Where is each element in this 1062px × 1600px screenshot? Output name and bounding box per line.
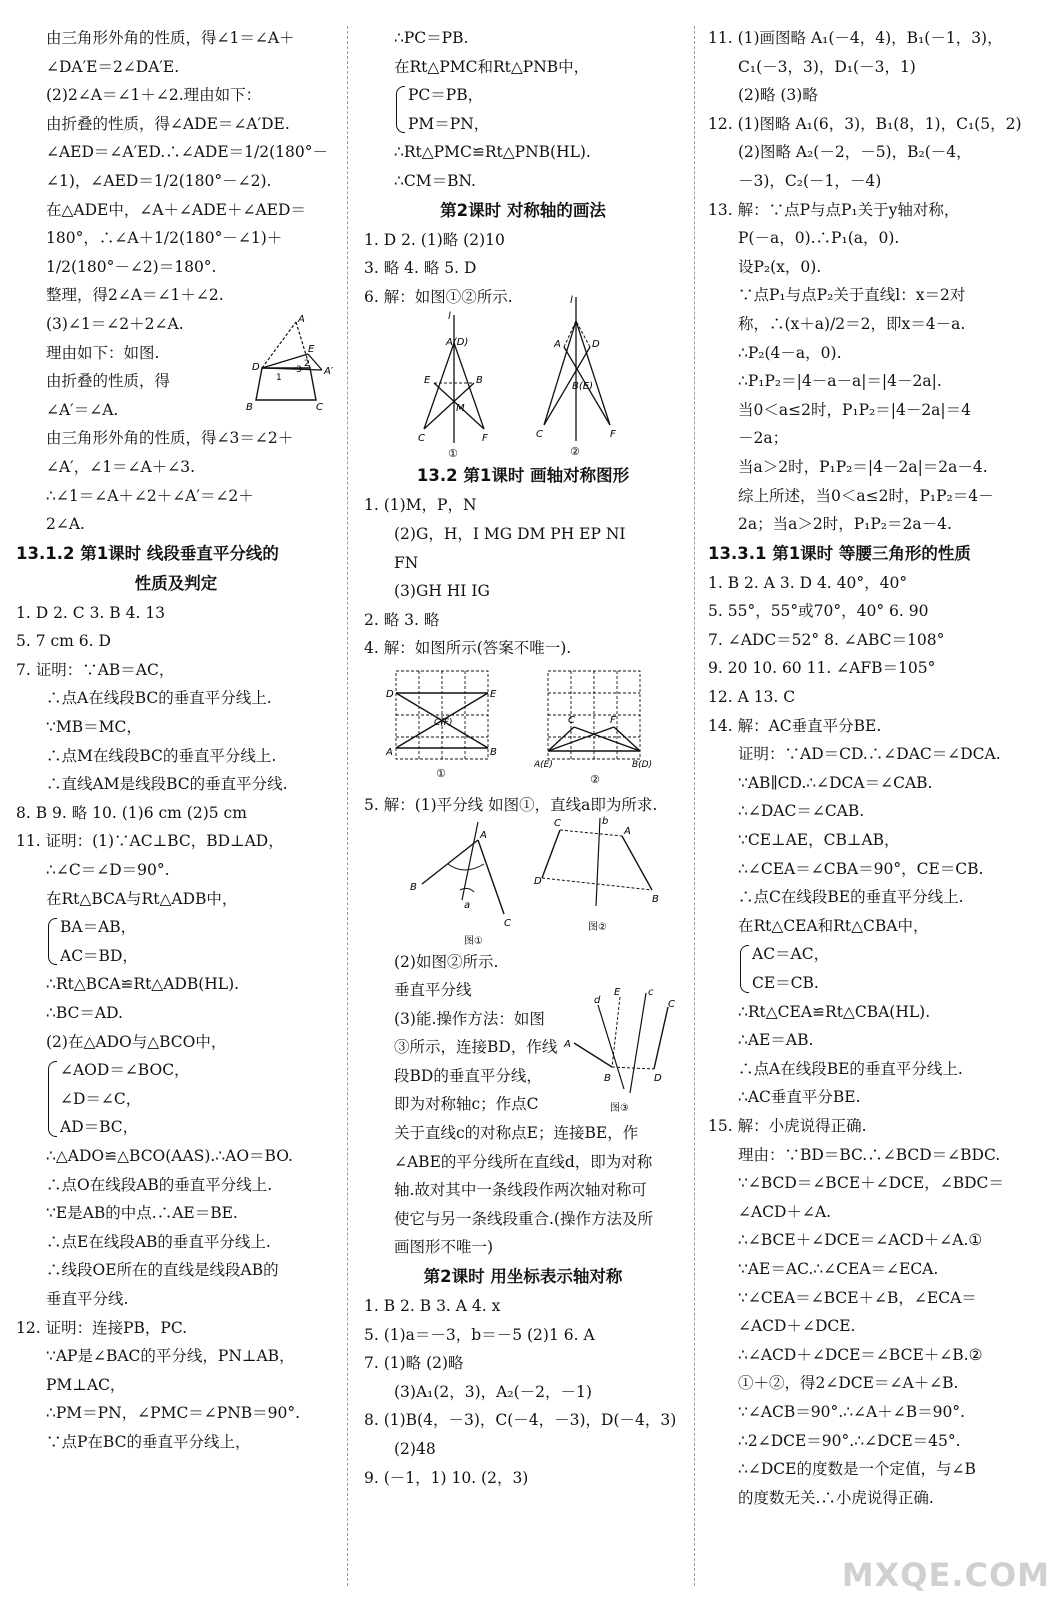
text-line: 3. 略 4. 略 5. D [364, 259, 477, 278]
text-line: ∴△ADO≌△BCO(AAS).∴AO＝BO. [46, 1146, 293, 1165]
figure-caption: ① [436, 766, 446, 780]
text-line: ∴P₂(4－a，0). [738, 343, 842, 362]
text-line: (2)48 [394, 1440, 436, 1458]
text-line: 使它与另一条线段重合.(操作方法及所 [394, 1209, 653, 1228]
text-line: 在Rt△BCA与Rt△ADB中， [46, 889, 238, 908]
text-line: 2. 略 3. 略 [364, 610, 440, 629]
text-line: AC＝AC， [752, 945, 830, 964]
text-line: ∴∠CEA＝∠CBA＝90°，CE＝CB. [738, 859, 984, 878]
text-line: ∴∠DCE的度数是一个定值，与∠B [738, 1460, 976, 1479]
text-line: ∴点A在线段BC的垂直平分线上. [46, 689, 272, 708]
column-divider-1 [347, 26, 348, 1586]
text-line: 12. (1)图略 A₁(6，3)，B₁(8，1)，C₁(5，2) [708, 114, 1022, 133]
text-line: C₁(－3，3)，D₁(－3，1) [738, 57, 916, 76]
column-2 [364, 24, 682, 1492]
text-line: P(－a，0).∴P₁(a，0). [738, 229, 900, 248]
svg-text:b: b [602, 815, 609, 827]
svg-text:A: A [480, 829, 487, 841]
text-line: ∠ABE的平分线所在直线d，即为对称 [394, 1152, 653, 1171]
text-line: 整理，得2∠A＝∠1＋∠2. [46, 286, 224, 305]
text-line: 9. (－1，1) 10. (2，3) [364, 1468, 529, 1487]
text-line: 5. 55°，55°或70°，40° 6. 90 [708, 602, 929, 621]
text-line: 11. (1)画图略 A₁(－4，4)，B₁(－1，3)， [708, 29, 1003, 47]
text-line: 7. ∠ADC＝52° 8. ∠ABC＝108° [708, 630, 945, 649]
section-heading: 13.3.1 第1课时 等腰三角形的性质 [708, 543, 971, 563]
svg-text:E: E [614, 986, 621, 998]
text-line: 4. 解：如图所示(答案不唯一). [364, 639, 572, 658]
text-line: ∠1)，∠AED＝1/2(180°－∠2). [46, 171, 272, 190]
svg-text:2: 2 [304, 358, 310, 369]
figure-caption: ① [448, 447, 458, 461]
text-line: ∠A′＝∠A. [46, 400, 119, 419]
text-line: ∠AED＝∠A′ED.∴∠ADE＝1/2(180°－ [46, 143, 328, 162]
symmetry-axis-figure-1 [408, 311, 508, 461]
svg-text:B(D): B(D) [632, 759, 653, 770]
text-line: ∴直线AM是线段BC的垂直平分线. [46, 775, 288, 794]
svg-text:1: 1 [276, 372, 282, 383]
text-line: 在Rt△CEA和Rt△CBA中， [738, 916, 929, 935]
svg-text:B: B [490, 746, 497, 758]
text-line: 7. 证明：∵AB＝AC， [16, 660, 175, 679]
text-line: ∴BC＝AD. [46, 1004, 123, 1022]
text-line: ∴PM＝PN，∠PMC＝∠PNB＝90°. [46, 1404, 301, 1423]
text-line: PC＝PB， [408, 86, 484, 105]
text-line: ∴∠BCE＋∠DCE＝∠ACD＋∠A.① [738, 1231, 983, 1250]
figure-caption: 图① [464, 935, 483, 946]
figure-grid-drawings [364, 663, 682, 791]
text-line: ∠D＝∠C， [60, 1089, 142, 1108]
svg-text:A′: A′ [324, 365, 334, 377]
text-line: 180°，∴∠A＋1/2(180°－∠1)＋ [46, 229, 283, 248]
svg-text:d: d [594, 994, 601, 1006]
svg-text:C: C [568, 714, 575, 726]
text-line: CE＝CB. [752, 974, 819, 992]
text-line: 在△ADE中，∠A＋∠ADE＋∠AED＝ [46, 200, 306, 219]
text-line: ∴点O在线段AB的垂直平分线上. [46, 1175, 273, 1194]
svg-text:C: C [554, 817, 561, 829]
text-line: ∴线段OE所在的直线是线段AB的 [46, 1261, 279, 1280]
text-line: 2a；当a＞2时，P₁P₂＝2a－4. [738, 515, 952, 534]
svg-text:A: A [298, 313, 305, 325]
bisector-figure-3 [560, 983, 680, 1123]
text-line: ∴P₁P₂＝|4－a－a|＝|4－2a|. [738, 372, 942, 391]
figure-caption: ② [570, 445, 580, 459]
text-line: ∴2∠DCE＝90°.∴∠DCE＝45°. [738, 1431, 961, 1450]
svg-text:B: B [652, 893, 659, 905]
text-line: 在Rt△PMC和Rt△PNB中， [394, 57, 590, 76]
text-line: 8. (1)B(4，－3)，C(－4，－3)，D(－4，3) [364, 1411, 677, 1430]
equation-system [364, 81, 682, 138]
text-line: 轴.故对其中一条线段作两次轴对称可 [394, 1181, 647, 1200]
section-heading: 13.2 第1课时 画轴对称图形 [416, 466, 630, 486]
text-line: (2)在△ADO与△BCO中， [46, 1032, 227, 1051]
text-line: 14. 解：AC垂直平分BE. [708, 716, 882, 735]
section-heading: 第2课时 用坐标表示轴对称 [423, 1267, 623, 1287]
text-line: ∵点P在BC的垂直平分线上， [46, 1432, 251, 1451]
text-line: 1/2(180°－∠2)＝180°. [46, 257, 217, 276]
text-line: 由三角形外角的性质，得∠1＝∠A＋ [46, 29, 295, 47]
text-line: 证明：∵AD＝CD.∴∠DAC＝∠DCA. [738, 745, 1001, 764]
text-line: 5. 7 cm 6. D [16, 632, 111, 651]
triangle-fold-figure [238, 314, 338, 424]
text-line: BA＝AB， [60, 918, 137, 937]
text-line: (2)2∠A＝∠1＋∠2.理由如下： [46, 86, 262, 105]
svg-text:B: B [476, 375, 483, 387]
svg-text:F: F [482, 433, 488, 445]
svg-text:a: a [464, 899, 471, 911]
svg-text:C: C [504, 917, 511, 929]
text-line: 1. B 2. B 3. A 4. x [364, 1297, 501, 1316]
text-line: ∠ACD＋∠DCE. [738, 1317, 856, 1336]
brace-icon [48, 918, 57, 965]
svg-text:D: D [654, 1072, 662, 1084]
equation-system [16, 1056, 336, 1142]
text-line: 设P₂(x，0). [738, 257, 822, 276]
text-line: (2)如图②所示. [394, 952, 499, 971]
text-line: (3)GH HI IG [394, 582, 490, 601]
text-line: ∴点E在线段AB的垂直平分线上. [46, 1232, 271, 1251]
text-line: ∴AC垂直平分BE. [738, 1088, 861, 1107]
text-line: ∵MB＝MC， [46, 718, 142, 737]
section-heading: 13.1.2 第1课时 线段垂直平分线的 [16, 543, 279, 563]
text-line: ∴Rt△CEA≌Rt△CBA(HL). [738, 1002, 931, 1021]
text-line: 当a＞2时，P₁P₂＝|4－2a|＝2a－4. [738, 457, 988, 476]
svg-text:l: l [448, 311, 451, 323]
text-line: 12. 证明：连接PB，PC. [16, 1318, 188, 1337]
text-line: ∠ACD＋∠A. [738, 1202, 832, 1221]
text-line: ∠DA′E＝2∠DA′E. [46, 57, 180, 76]
text-line: PM⊥AC， [46, 1375, 126, 1394]
svg-text:C: C [316, 401, 323, 413]
text-line: 7. (1)略 (2)略 [364, 1354, 464, 1373]
svg-text:F: F [610, 429, 616, 441]
text-line: ∴Rt△PMC≌Rt△PNB(HL). [394, 143, 591, 162]
svg-text:l: l [570, 295, 573, 307]
text-line: 13. 解：∵点P与点P₁关于y轴对称， [708, 200, 960, 219]
svg-text:B: B [604, 1072, 611, 1084]
text-line: (3)能.操作方法：如图 [394, 1009, 545, 1028]
text-line: 关于直线c的对称点E；连接BE，作 [394, 1124, 639, 1143]
text-line: 的度数无关.∴小虎说得正确. [738, 1488, 934, 1507]
svg-text:C: C [668, 998, 675, 1010]
svg-text:B: B [410, 881, 417, 893]
text-line: ∴∠1＝∠A＋∠2＋∠A′＝∠2＋ [46, 486, 254, 505]
text-line: 8. B 9. 略 10. (1)6 cm (2)5 cm [16, 803, 247, 822]
brace-icon [740, 945, 749, 992]
column-divider-2 [694, 26, 695, 1586]
text-line: ∴∠ACD＋∠DCE＝∠BCE＋∠B.② [738, 1345, 983, 1364]
svg-text:c: c [648, 986, 654, 998]
text-line: ③所示，连接BD，作线 [394, 1038, 558, 1057]
section-heading-cont: 性质及判定 [134, 573, 218, 593]
svg-text:B: B [246, 401, 253, 413]
text-line: 5. (1)a＝－3，b＝－5 (2)1 6. A [364, 1325, 595, 1344]
svg-text:D: D [592, 339, 600, 351]
text-line: 1. (1)M，P，N [364, 496, 477, 515]
text-line: 由折叠的性质，得∠ADE＝∠A′DE. [46, 114, 290, 133]
svg-text:A(E): A(E) [534, 759, 553, 770]
column-3 [708, 24, 1050, 1512]
figure-caption: ② [590, 772, 600, 786]
section-heading: 第2课时 对称轴的画法 [440, 200, 606, 220]
text-line: ∴点C在线段BE的垂直平分线上. [738, 888, 964, 907]
svg-text:B(E): B(E) [572, 381, 593, 393]
text-line: ∵AP是∠BAC的平分线，PN⊥AB， [46, 1347, 295, 1366]
text-line: －2a； [738, 429, 789, 448]
text-line: (2)图略 A₂(－2，－5)，B₂(－4， [738, 143, 972, 162]
text-line: 称，∴(x＋a)/2＝2，即x＝4－a. [738, 314, 966, 333]
text-line: AD＝BC， [60, 1118, 139, 1137]
text-line: ∵AE＝AC.∴∠CEA＝∠ECA. [738, 1259, 939, 1278]
grid-figure-1 [384, 667, 504, 791]
text-line: ∴点A在线段BE的垂直平分线上. [738, 1059, 963, 1078]
svg-text:E: E [490, 688, 497, 700]
text-line: PM＝PN， [408, 114, 490, 133]
text-line: ∴点M在线段BC的垂直平分线上. [46, 746, 277, 765]
text-line: (2)略 (3)略 [738, 86, 818, 105]
grid-figure-2 [534, 667, 664, 791]
text-line: ∠A′，∠1＝∠A＋∠3. [46, 457, 196, 476]
text-line: 6. 解：如图①②所示. [364, 287, 513, 306]
text-line: 15. 解：小虎说得正确. [708, 1116, 867, 1135]
bisector-figure-1 [404, 820, 514, 946]
text-line: 12. A 13. C [708, 688, 796, 707]
text-line: ∴∠DAC＝∠CAB. [738, 802, 865, 821]
svg-text:A(D): A(D) [446, 337, 469, 349]
bisector-figure-3-block [364, 986, 682, 1119]
svg-text:F: F [610, 714, 616, 726]
svg-text:C: C [536, 429, 543, 441]
text-line: ∵AB∥CD.∴∠DCA＝∠CAB. [738, 773, 933, 792]
text-line: 垂直平分线 [394, 981, 472, 1000]
bisector-figure-2 [534, 814, 664, 946]
svg-text:3: 3 [296, 364, 302, 375]
text-line: ∠AOD＝∠BOC， [60, 1061, 190, 1080]
svg-text:D: D [534, 875, 542, 887]
text-line: 1. D 2. (1)略 (2)10 [364, 230, 505, 249]
text-line: ∴AE＝AB. [738, 1031, 814, 1050]
text-line: 11. 证明：(1)∵AC⊥BC，BD⊥AD， [16, 832, 284, 851]
text-line: FN [394, 553, 419, 572]
text-line: 垂直平分线. [46, 1289, 129, 1308]
svg-text:E: E [308, 343, 315, 355]
equation-system [16, 913, 336, 970]
text-line: ∵∠CEA＝∠BCE＋∠B，∠ECA＝ [738, 1288, 977, 1307]
text-line: ∴CM＝BN. [394, 171, 476, 190]
brace-icon [48, 1061, 57, 1137]
text-line: 综上所述，当0＜a≤2时，P₁P₂＝4－ [738, 486, 994, 505]
text-line: 9. 20 10. 60 11. ∠AFB＝105° [708, 659, 936, 678]
column-1 [16, 24, 336, 1457]
text-line: 1. D 2. C 3. B 4. 13 [16, 603, 166, 622]
svg-text:D: D [386, 688, 394, 700]
svg-text:A: A [554, 339, 561, 351]
text-line: 理由如下：如图. [46, 343, 160, 362]
text-line: ∴∠C＝∠D＝90°. [46, 861, 170, 880]
svg-text:A: A [624, 825, 631, 837]
svg-text:E: E [424, 375, 431, 387]
fold-figure-block [16, 310, 336, 424]
text-line: 5. 解：(1)平分线 如图①，直线a即为所求. [364, 795, 658, 814]
svg-text:A: A [386, 746, 393, 758]
text-line: ∵E是AB的中点.∴AE＝BE. [46, 1204, 238, 1223]
svg-text:C: C [418, 433, 425, 445]
figure-caption: 图③ [610, 1102, 629, 1114]
text-line: 理由：∵BD＝BC.∴∠BCD＝∠BDC. [738, 1145, 1001, 1164]
text-line: 画图形不唯一) [394, 1238, 494, 1257]
text-line: 由三角形外角的性质，得∠3＝∠2＋ [46, 429, 294, 448]
figure-caption: 图② [588, 921, 607, 933]
text-line: 当0＜a≤2时，P₁P₂＝|4－2a|＝4 [738, 400, 972, 419]
text-line: 1. B 2. A 3. D 4. 40°，40° [708, 573, 908, 592]
text-line: 段BD的垂直平分线， [394, 1066, 542, 1085]
text-line: ∴PC＝PB. [394, 29, 469, 47]
text-line: 由折叠的性质，得 [46, 372, 171, 391]
text-line: 即为对称轴c；作点C [394, 1095, 539, 1114]
equation-system [708, 940, 1050, 997]
svg-text:M: M [456, 403, 465, 415]
text-line: －3)，C₂(－1，－4) [738, 171, 882, 190]
text-line: 2∠A. [46, 515, 85, 534]
text-line: ∴Rt△BCA≌Rt△ADB(HL). [46, 975, 240, 994]
figure-bisector [364, 815, 682, 948]
text-line: (3)A₁(2，3)，A₂(－2，－1) [394, 1382, 592, 1401]
text-line: AC＝BD， [60, 946, 138, 965]
svg-text:C(F): C(F) [434, 717, 453, 728]
svg-text:D: D [252, 361, 260, 373]
svg-text:A: A [564, 1038, 571, 1050]
text-line: ∵∠BCD＝∠BCE＋∠DCE，∠BDC＝ [738, 1174, 1004, 1193]
symmetry-axis-figure-2 [524, 291, 634, 461]
brace-icon [396, 86, 405, 133]
text-line: ∵点P₁与点P₂关于直线l：x＝2对 [738, 286, 966, 305]
text-line: ①＋②，得2∠DCE＝∠A＋∠B. [738, 1374, 959, 1393]
text-line: ∵∠ACB＝90°.∴∠A＋∠B＝90°. [738, 1402, 966, 1421]
text-line: ∵CE⊥AE，CB⊥AB， [738, 831, 900, 850]
text-line: (2)G，H，I MG DM PH EP NI [394, 524, 626, 543]
text-line: (3)∠1＝∠2＋2∠A. [46, 314, 184, 333]
watermark-logo: MXQE.COM [841, 1556, 1050, 1594]
